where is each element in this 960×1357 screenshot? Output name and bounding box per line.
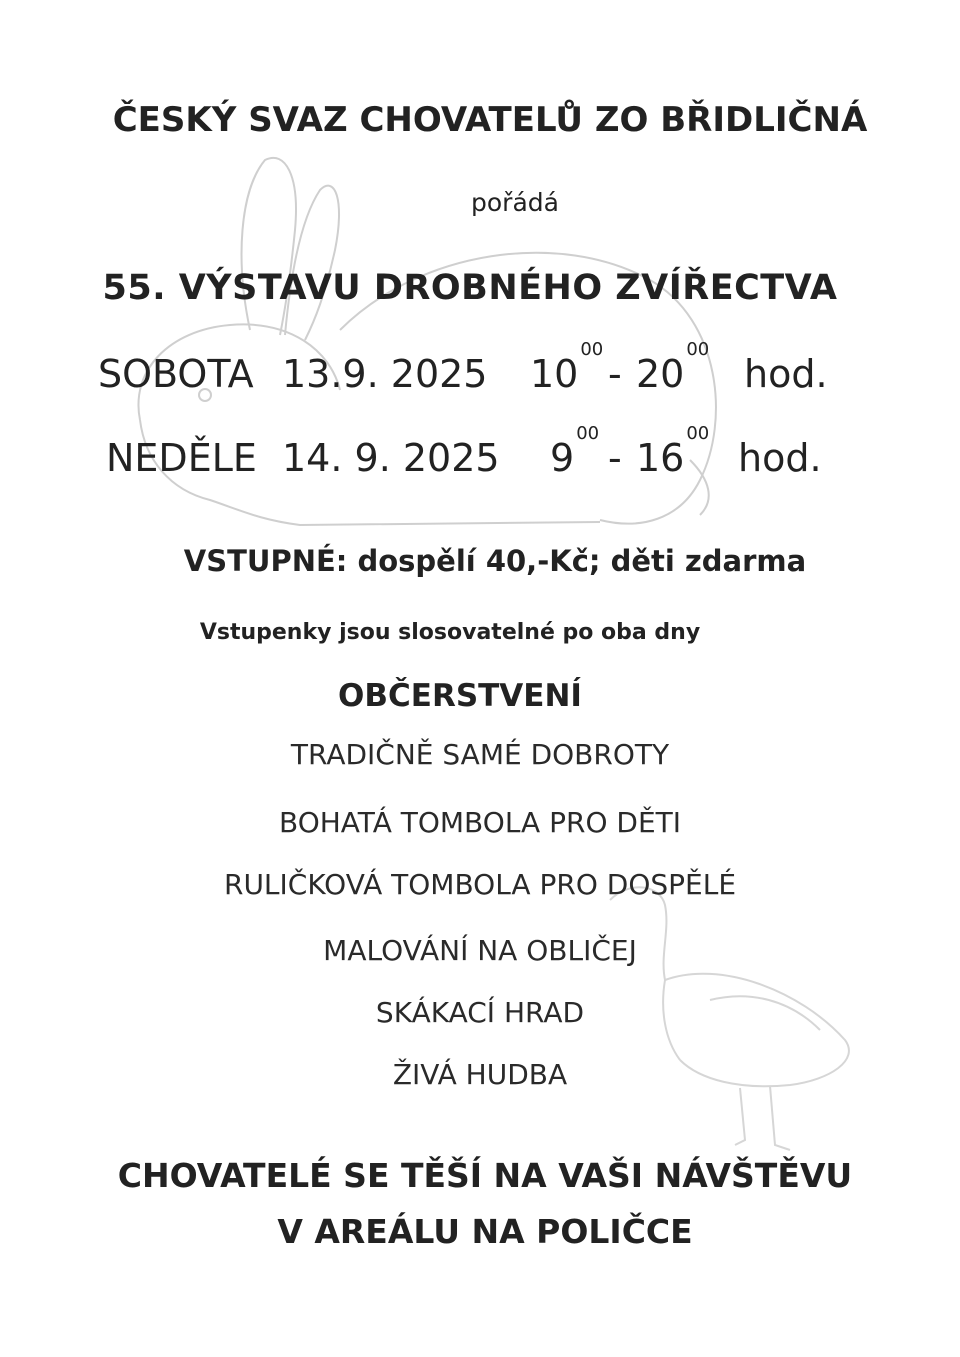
presents-text: pořádá bbox=[471, 188, 559, 217]
schedule-start-time bbox=[530, 339, 604, 396]
start-hour: 9 bbox=[550, 436, 575, 480]
closing-line-1: CHOVATELÉ SE TĚŠÍ NA VAŠI NÁVŠTĚVU bbox=[117, 1156, 853, 1195]
feature-item: RULIČKOVÁ TOMBOLA PRO DOSPĚLÉ bbox=[223, 868, 737, 901]
feature-item: SKÁKACÍ HRAD bbox=[375, 996, 585, 1029]
schedule-end-time bbox=[636, 339, 710, 396]
start-hour: 10 bbox=[530, 352, 579, 396]
schedule-day: NEDĚLE bbox=[106, 436, 257, 480]
schedule-date: 13.9. 2025 bbox=[282, 352, 488, 396]
end-hour: 16 bbox=[636, 436, 685, 480]
hours-unit: hod. bbox=[738, 436, 822, 480]
feature-item: ŽIVÁ HUDBA bbox=[392, 1058, 568, 1091]
end-hour: 20 bbox=[636, 352, 685, 396]
tickets-info: Vstupenky jsou slosovatelné po oba dny bbox=[199, 620, 701, 645]
feature-item: BOHATÁ TOMBOLA PRO DĚTI bbox=[278, 806, 682, 839]
schedule-date: 14. 9. 2025 bbox=[282, 436, 500, 480]
event-title: 55. VÝSTAVU DROBNÉHO ZVÍŘECTVA bbox=[102, 268, 838, 308]
closing-line-2: V AREÁLU NA POLIČCE bbox=[277, 1212, 693, 1251]
start-minutes: 00 bbox=[576, 423, 600, 445]
end-minutes: 00 bbox=[686, 339, 710, 361]
schedule-start-time bbox=[550, 423, 600, 480]
end-minutes: 00 bbox=[686, 423, 710, 445]
organizer-heading: ČESKÝ SVAZ CHOVATELŮ ZO BŘIDLIČNÁ bbox=[112, 100, 868, 140]
feature-item: MALOVÁNÍ NA OBLIČEJ bbox=[323, 934, 637, 967]
time-separator: - bbox=[608, 352, 622, 396]
feature-item: TRADIČNĚ SAMÉ DOBROTY bbox=[290, 738, 670, 771]
schedule-day: SOBOTA bbox=[98, 352, 254, 396]
refreshments-heading: OBČERSTVENÍ bbox=[338, 678, 582, 714]
time-separator: - bbox=[608, 436, 622, 480]
hours-unit: hod. bbox=[744, 352, 828, 396]
schedule-end-time bbox=[636, 423, 710, 480]
start-minutes: 00 bbox=[580, 339, 604, 361]
admission-info: VSTUPNÉ: dospělí 40,-Kč; děti zdarma bbox=[183, 544, 807, 578]
